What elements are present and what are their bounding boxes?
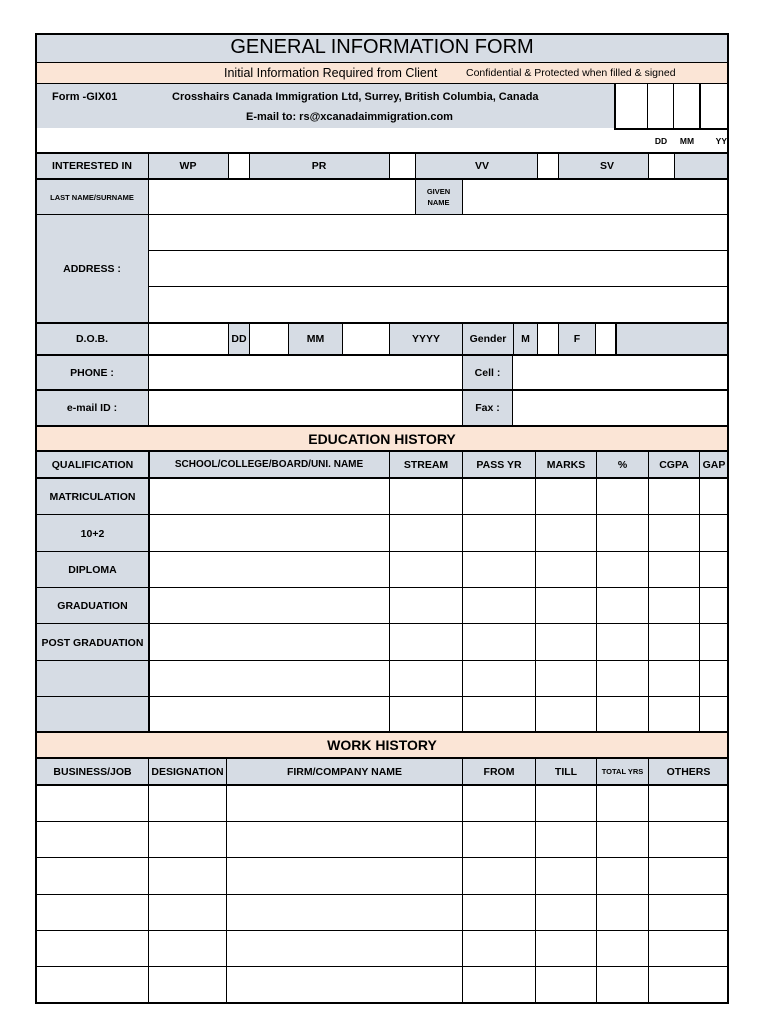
education-cell[interactable] (536, 479, 596, 515)
form-subtitle: Initial Information Required from Client (224, 66, 438, 80)
education-header-stream: STREAM (390, 452, 462, 477)
education-header-qualification: QUALIFICATION (37, 452, 148, 477)
grid-line (36, 821, 728, 822)
education-cell[interactable] (149, 515, 389, 552)
work-cell[interactable] (463, 967, 535, 1003)
gender-f-label: F (559, 324, 595, 354)
work-cell[interactable] (227, 895, 462, 931)
work-cell[interactable] (149, 822, 226, 858)
work-cell[interactable] (227, 786, 462, 822)
grid-line (36, 731, 728, 733)
education-cell[interactable] (390, 624, 462, 661)
education-cell[interactable] (700, 515, 728, 552)
grid-line (36, 623, 728, 624)
interest-vv-label: VV (415, 154, 537, 178)
email-id-label: e-mail ID : (36, 391, 148, 425)
education-header-marks: MARKS (536, 452, 596, 477)
grid-line (462, 452, 463, 733)
education-cell[interactable] (463, 697, 535, 733)
grid-line (596, 759, 597, 1003)
gender-f-checkbox[interactable] (596, 324, 615, 354)
fax-input[interactable] (513, 391, 728, 425)
work-cell[interactable] (536, 895, 596, 931)
education-cell[interactable] (597, 552, 648, 588)
interest-wp-label: WP (148, 154, 228, 178)
education-cell[interactable] (536, 515, 596, 552)
education-cell[interactable] (463, 552, 535, 588)
education-section-title: EDUCATION HISTORY (36, 427, 728, 450)
work-cell[interactable] (649, 967, 728, 1003)
grid-line (36, 477, 728, 479)
given-name-input[interactable] (463, 180, 728, 214)
last-name-input[interactable] (149, 180, 415, 214)
phone-input[interactable] (149, 356, 462, 389)
education-cell[interactable] (390, 588, 462, 624)
interest-wp-checkbox[interactable] (228, 154, 249, 178)
dob-mm-label: MM (289, 324, 342, 354)
dob-row-end (616, 324, 728, 354)
last-name-field[interactable] (149, 180, 415, 214)
education-cell[interactable] (390, 479, 462, 515)
education-cell[interactable] (649, 588, 699, 624)
work-cell[interactable] (536, 931, 596, 967)
work-cell[interactable] (149, 967, 226, 1003)
interest-sv-label: SV (558, 154, 648, 178)
education-cell[interactable] (700, 552, 728, 588)
work-cell[interactable] (227, 858, 462, 895)
education-cell[interactable] (390, 697, 462, 733)
work-cell[interactable] (597, 895, 648, 931)
education-cell[interactable] (649, 661, 699, 697)
cell-label: Cell : (463, 356, 512, 389)
date-label-yy: YY (715, 136, 727, 146)
work-header-from: FROM (463, 759, 535, 784)
interest-pr-checkbox[interactable] (389, 154, 415, 178)
education-cell[interactable] (149, 624, 389, 661)
cell-input[interactable] (513, 356, 728, 389)
education-cell[interactable] (597, 697, 648, 733)
work-cell[interactable] (597, 931, 648, 967)
grid-line (36, 857, 728, 858)
education-cell[interactable] (649, 479, 699, 515)
work-cell[interactable] (649, 931, 728, 967)
education-cell[interactable] (463, 588, 535, 624)
work-header-business-job: BUSINESS/JOB (37, 759, 148, 784)
gender-m-label: M (514, 324, 537, 354)
work-cell[interactable] (649, 822, 728, 858)
education-header-: % (597, 452, 648, 477)
education-header-pass-yr: PASS YR (463, 452, 535, 477)
interest-pr-label: PR (249, 154, 389, 178)
grid-line (36, 551, 728, 552)
work-cell[interactable] (536, 858, 596, 895)
work-cell[interactable] (37, 858, 148, 895)
work-cell[interactable] (227, 931, 462, 967)
work-cell[interactable] (227, 967, 462, 1003)
education-cell[interactable] (700, 661, 728, 697)
work-cell[interactable] (536, 967, 596, 1003)
work-cell[interactable] (597, 858, 648, 895)
work-header-total-yrs: TOTAL YRS (597, 759, 648, 784)
education-cell[interactable] (597, 661, 648, 697)
work-cell[interactable] (463, 822, 535, 858)
education-cell[interactable] (463, 479, 535, 515)
company-name: Crosshairs Canada Immigration Ltd, Surrey, British Columbia, Canada (172, 91, 539, 103)
grid-line (148, 759, 149, 1003)
grid-line (699, 452, 700, 733)
education-cell[interactable] (597, 588, 648, 624)
education-cell[interactable] (649, 515, 699, 552)
education-row-label: POST GRADUATION (37, 624, 148, 661)
education-cell[interactable] (536, 552, 596, 588)
work-cell[interactable] (649, 895, 728, 931)
work-cell[interactable] (463, 786, 535, 822)
work-section-title: WORK HISTORY (36, 733, 728, 757)
education-cell[interactable] (649, 624, 699, 661)
address-line-2[interactable] (149, 251, 728, 286)
address-input-2[interactable] (149, 251, 728, 286)
education-cell[interactable] (536, 661, 596, 697)
education-cell[interactable] (700, 479, 728, 515)
confidential-note: Confidential & Protected when filled & signed (466, 67, 676, 79)
work-header-till: TILL (536, 759, 596, 784)
grid-line (596, 452, 597, 733)
date-label-dd: DD (654, 136, 668, 146)
grid-line (36, 587, 728, 588)
fax-field[interactable] (513, 391, 728, 425)
education-row-label: MATRICULATION (37, 479, 148, 515)
work-cell[interactable] (536, 786, 596, 822)
dob-yyyy-label: YYYY (390, 324, 462, 354)
date-year-box[interactable] (700, 84, 728, 128)
education-cell[interactable] (149, 588, 389, 624)
grid-line (36, 514, 728, 515)
education-cell[interactable] (390, 552, 462, 588)
email-id-field[interactable] (149, 391, 462, 425)
grid-line (226, 759, 227, 1003)
email-id-input[interactable] (149, 391, 462, 425)
work-cell[interactable] (649, 858, 728, 895)
education-cell[interactable] (463, 661, 535, 697)
interested-in-label: INTERESTED IN (36, 154, 148, 178)
given-name-label-line2: NAME (427, 198, 450, 207)
grid-line (535, 759, 536, 1003)
fax-label: Fax : (463, 391, 512, 425)
dob-year-field[interactable] (343, 324, 389, 354)
address-input-1[interactable] (149, 215, 728, 250)
education-header-gap: GAP (700, 452, 728, 477)
phone-label: PHONE : (36, 356, 148, 389)
work-header-others: OTHERS (649, 759, 728, 784)
work-cell[interactable] (37, 967, 148, 1003)
education-cell[interactable] (536, 697, 596, 733)
work-cell[interactable] (149, 931, 226, 967)
dob-month-field[interactable] (250, 324, 288, 354)
education-cell[interactable] (649, 552, 699, 588)
education-header-school-college-board-uni-name: SCHOOL/COLLEGE/BOARD/UNI. NAME (149, 452, 389, 477)
education-cell[interactable] (597, 515, 648, 552)
education-cell[interactable] (649, 697, 699, 733)
work-cell[interactable] (463, 895, 535, 931)
work-cell[interactable] (463, 858, 535, 895)
given-name-label-line1: GIVEN (426, 187, 451, 196)
work-cell[interactable] (37, 931, 148, 967)
date-label-mm: MM (679, 136, 695, 146)
cell-field[interactable] (513, 356, 728, 389)
work-cell[interactable] (536, 822, 596, 858)
date-day-box[interactable] (648, 84, 674, 128)
education-cell[interactable] (149, 661, 389, 697)
grid-line (36, 894, 728, 895)
education-cell[interactable] (149, 552, 389, 588)
gender-label: Gender (463, 324, 513, 354)
grid-line (36, 784, 728, 786)
last-name-label: LAST NAME/SURNAME (36, 180, 148, 214)
interest-vv-checkbox[interactable] (537, 154, 558, 178)
dob-dd-label: DD (229, 324, 249, 354)
education-cell[interactable] (536, 588, 596, 624)
work-cell[interactable] (149, 786, 226, 822)
education-cell[interactable] (700, 624, 728, 661)
work-cell[interactable] (149, 858, 226, 895)
education-cell[interactable] (149, 697, 389, 733)
grid-line (36, 966, 728, 967)
work-cell[interactable] (597, 822, 648, 858)
grid-line (535, 452, 536, 733)
grid-line (36, 930, 728, 931)
work-cell[interactable] (649, 786, 728, 822)
grid-line (462, 759, 463, 1003)
address-line-3[interactable] (149, 287, 728, 322)
education-cell[interactable] (597, 479, 648, 515)
education-cell[interactable] (149, 479, 389, 515)
education-cell[interactable] (700, 697, 728, 733)
form-id: Form -GIX01 (52, 91, 118, 103)
work-header-designation: DESIGNATION (149, 759, 226, 784)
work-header-firm-company-name: FIRM/COMPANY NAME (227, 759, 462, 784)
education-cell[interactable] (463, 624, 535, 661)
grid-line (36, 696, 728, 697)
education-header-cgpa: CGPA (649, 452, 699, 477)
address-input-3[interactable] (149, 287, 728, 322)
work-cell[interactable] (463, 931, 535, 967)
work-cell[interactable] (597, 967, 648, 1003)
address-label: ADDRESS : (36, 215, 148, 322)
dob-label: D.O.B. (36, 324, 148, 354)
email-to-line: E-mail to: rs@xcanadaimmigration.com (246, 111, 453, 123)
education-row-label (37, 697, 148, 733)
given-name-label (415, 180, 462, 214)
phone-field[interactable] (149, 356, 462, 389)
work-cell[interactable] (227, 822, 462, 858)
given-name-field[interactable] (463, 180, 728, 214)
education-cell[interactable] (390, 661, 462, 697)
education-cell[interactable] (390, 515, 462, 552)
education-cell[interactable] (597, 624, 648, 661)
education-row-label: DIPLOMA (37, 552, 148, 588)
work-cell[interactable] (37, 895, 148, 931)
work-cell[interactable] (149, 895, 226, 931)
date-month-box[interactable] (674, 84, 700, 128)
grid-line (148, 452, 150, 733)
form-title: GENERAL INFORMATION FORM (36, 33, 728, 62)
grid-line (389, 452, 390, 733)
education-cell[interactable] (536, 624, 596, 661)
education-cell[interactable] (463, 515, 535, 552)
work-cell[interactable] (37, 786, 148, 822)
education-row-label (37, 661, 148, 697)
work-cell[interactable] (37, 822, 148, 858)
education-row-label: GRADUATION (37, 588, 148, 624)
education-cell[interactable] (700, 588, 728, 624)
education-row-label: 10+2 (37, 515, 148, 552)
interest-sv-checkbox[interactable] (648, 154, 674, 178)
address-line-1[interactable] (149, 215, 728, 250)
work-cell[interactable] (597, 786, 648, 822)
gender-m-checkbox[interactable] (538, 324, 558, 354)
dob-day-field[interactable] (149, 324, 228, 354)
grid-line (36, 660, 728, 661)
grid-line (648, 759, 649, 1003)
grid-line (648, 452, 649, 733)
interest-row-end (674, 154, 728, 178)
